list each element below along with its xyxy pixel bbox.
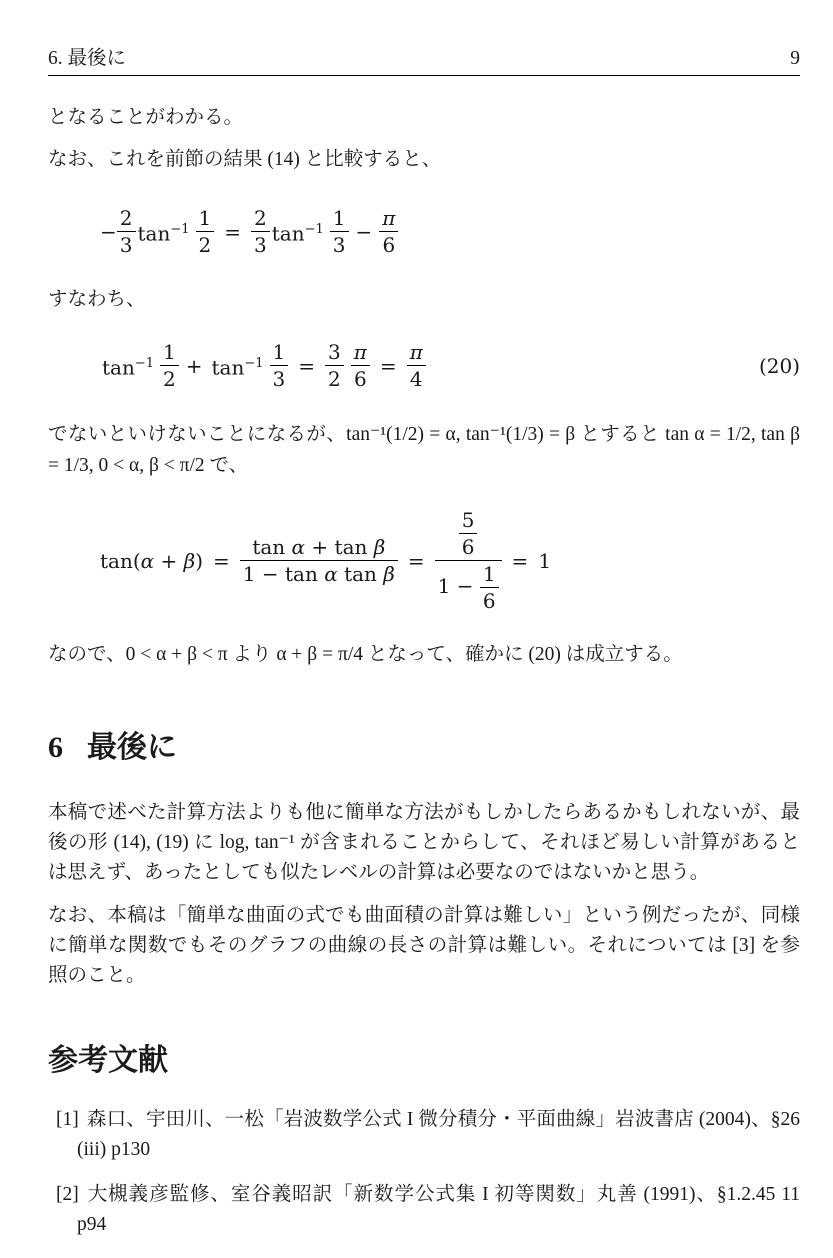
section6-paragraph-2: なお、本稿は「簡単な曲面の式でも曲面積の計算は難しい」という例だったが、同様に簡単な関数でもそのグラフの曲線の長さの計算は難しい。それについては [3] を参照のこと。 — [48, 905, 800, 986]
equals-sign: = — [213, 548, 230, 573]
fraction: $\frac{\pi}{4}$ — [407, 339, 426, 392]
fraction: $\frac{\pi}{6}$ — [351, 339, 370, 392]
fraction-nested: $\frac{5}{6}$ 1 − $\frac{1}{6}$ — [435, 507, 502, 614]
arctan-function: $\tan^{-1}$ — [102, 355, 155, 380]
paragraph-denai: でないといけないことになるが、tan⁻¹(1/2) = α, tan⁻¹(1/3) = β とすると tan α = 1/2, tan β = 1/3, 0 < α, β < π/2 で、 — [48, 424, 800, 476]
fraction: $\frac{\pi}{6}$ — [379, 205, 398, 258]
equation-tag: (20) — [758, 353, 800, 378]
fraction: $\frac{1}{3}$ — [330, 205, 349, 258]
equation-20 — [48, 339, 800, 392]
fraction: $\frac{2}{3}$ — [251, 205, 270, 258]
equals-sign: = — [298, 353, 316, 378]
fraction-tan-sum: $\frac{\text{tan α + tan β}}{\text{1 − tan α tan β}}$ — [240, 534, 398, 587]
fraction: $\frac{5}{6}$ — [459, 507, 478, 560]
equation-1 — [48, 205, 800, 258]
equals-sign: = — [224, 219, 242, 244]
reference-label: [2] — [56, 1184, 79, 1205]
page-number: 9 — [790, 48, 800, 69]
tan-alpha-plus-beta: tan(α + β) — [100, 548, 204, 573]
minus-sign: − — [355, 219, 373, 244]
fraction: $\frac{1}{3}$ — [270, 339, 289, 392]
equals-sign: = — [407, 548, 425, 573]
paragraph-intro-1: となることがわかる。 — [48, 107, 244, 128]
running-header — [48, 0, 800, 76]
section-heading-6 — [48, 731, 800, 765]
arctan-function: $\tan^{-1}$ — [137, 221, 190, 246]
equals-sign: = — [379, 353, 397, 378]
fraction: $\frac{3}{2}$ — [325, 339, 344, 392]
reference-label: [1] — [56, 1109, 79, 1130]
paragraph-nanode: なので、0 < α + β < π より α + β = π/4 となって、確かに (20) は成立する。 — [48, 644, 683, 665]
paragraph-sunawachi: すなわち、 — [48, 289, 146, 310]
result-one: 1 — [538, 548, 552, 573]
reference-item-2 — [48, 1180, 800, 1240]
references-title: 参考文献 — [48, 1044, 168, 1077]
reference-text: 大槻義彦監修、室谷義昭訳「新数学公式集 I 初等関数」丸善 (1991)、§1.2.45 11 p94 — [77, 1184, 800, 1235]
fraction: $\frac{1}{6}$ — [480, 561, 499, 614]
arctan-function: $\tan^{-1}$ — [271, 221, 324, 246]
running-header-title: 6. 最後に — [48, 48, 127, 69]
reference-text: 森口、宇田川、一松「岩波数学公式 I 微分積分・平面曲線」岩波書店 (2004)、§26 (iii) p130 — [77, 1109, 800, 1160]
arctan-function: $\tan^{-1}$ — [211, 355, 264, 380]
minus-sign: − — [100, 219, 117, 244]
plus-sign: + — [185, 353, 203, 378]
equation-addition-formula — [48, 507, 800, 614]
fraction: $\frac{1}{2}$ — [196, 205, 215, 258]
fraction: $\frac{1}{2}$ — [160, 339, 179, 392]
section-number: 6 — [48, 731, 63, 764]
paragraph-intro-2: なお、これを前節の結果 (14) と比較すると、 — [48, 149, 442, 170]
reference-item-1 — [48, 1105, 800, 1165]
fraction: $\frac{2}{3}$ — [117, 205, 136, 258]
section-title: 最後に — [87, 731, 177, 764]
references-heading — [48, 1044, 800, 1078]
equals-sign: = — [511, 548, 529, 573]
section6-paragraph-1: 本稿で述べた計算方法よりも他に簡単な方法がもしかしたらあるかもしれないが、最後の形 (14), (19) に log, tan⁻¹ が含まれることからして、それほど易しい計算があるとは思えず、あったとしても似たレベルの計算は必要なのではないかと思う。 — [48, 802, 800, 883]
